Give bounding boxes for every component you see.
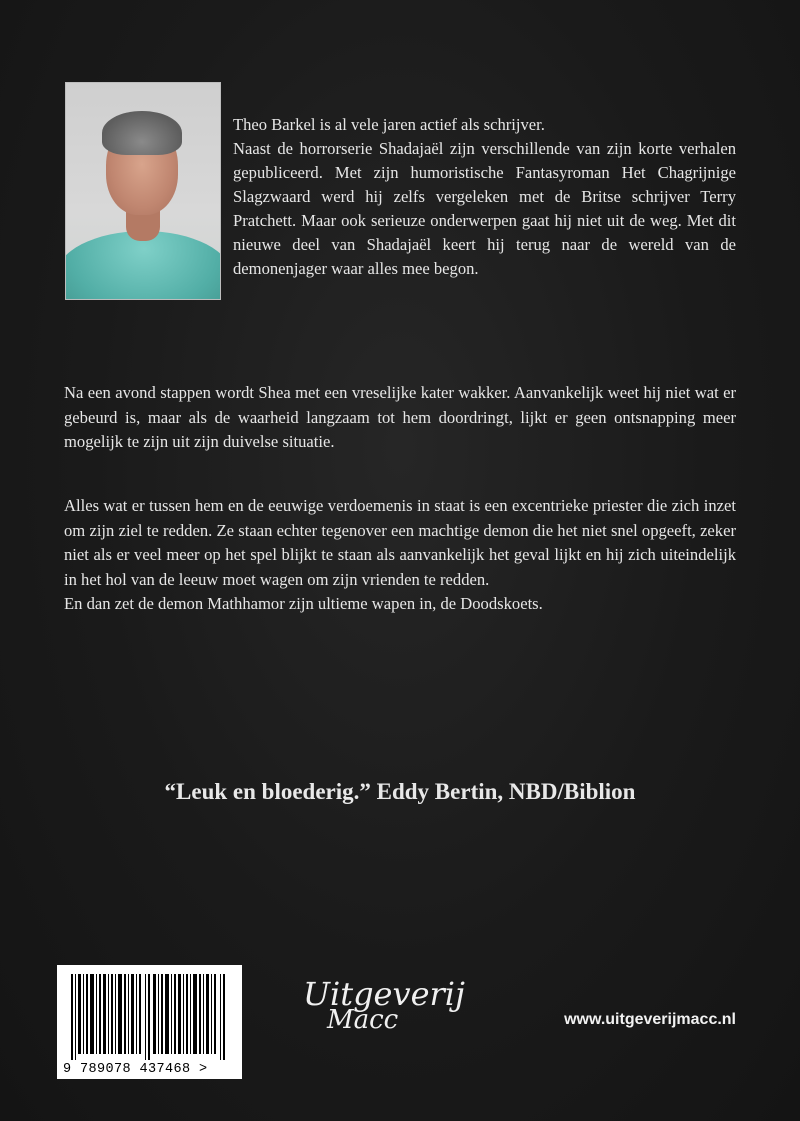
author-shirt <box>65 231 221 300</box>
review-quote: “Leuk en bloederig.” Eddy Bertin, NBD/Biblion <box>164 779 636 804</box>
blurb-paragraph-1 <box>64 381 736 455</box>
author-photo <box>65 82 221 300</box>
isbn-number: 9 789078 437468 > <box>63 1062 208 1077</box>
publisher-logo-line-1: Uitgeverij <box>303 975 465 1013</box>
blurb-text-2: Alles wat er tussen hem en de eeuwige verdoemenis in staat is een excentrieke priester die zich inzet om zijn ziel te redden. Ze staan echter tegenover een machtige demon die het niet snel opgeeft, zeker niet als er veel meer op het spel blijkt te staan als aanvankelijk het geval lijkt en hij zich uiteindelijk in het hol van de leeuw moet wagen om zijn vrienden te redden. <box>64 496 736 589</box>
bio-line-1: Theo Barkel is al vele jaren actief als schrijver. <box>233 115 545 134</box>
publisher-url: www.uitgeverijmacc.nl <box>564 1011 736 1028</box>
author-hair <box>102 111 182 155</box>
blurb-text-3: En dan zet de demon Mathhamor zijn ultieme wapen in, de Doodskoets. <box>64 594 543 613</box>
publisher-logo <box>303 975 473 1055</box>
isbn-barcode <box>57 965 242 1079</box>
blurb-paragraph-2 <box>64 494 736 617</box>
author-bio <box>233 113 736 281</box>
publisher-logo-line-2: Macc <box>327 1005 399 1035</box>
barcode-icon <box>71 974 229 1060</box>
bio-paragraph: Naast de horrorserie Shadajaël zijn verschillende van zijn korte verhalen gepubliceerd. Met zijn humoristische Fantasyroman Het Chagrijnige Slagzwaard werd hij zelfs vergeleken met de Britse schrijver Terry Pratchett. Maar ook serieuze onderwerpen gaat hij niet uit de weg. Met dit nieuwe deel van Shadajaël keert hij terug naar de wereld van de demonenjager waar alles mee begon. <box>233 139 736 278</box>
blurb-text-1: Na een avond stappen wordt Shea met een vreselijke kater wakker. Aanvankelijk weet hij niet wat er gebeurd is, maar als de waarheid langzaam tot hem doordringt, lijkt er geen ontsnapping meer mogelijk te zijn uit zijn duivelse situatie. <box>64 383 736 451</box>
